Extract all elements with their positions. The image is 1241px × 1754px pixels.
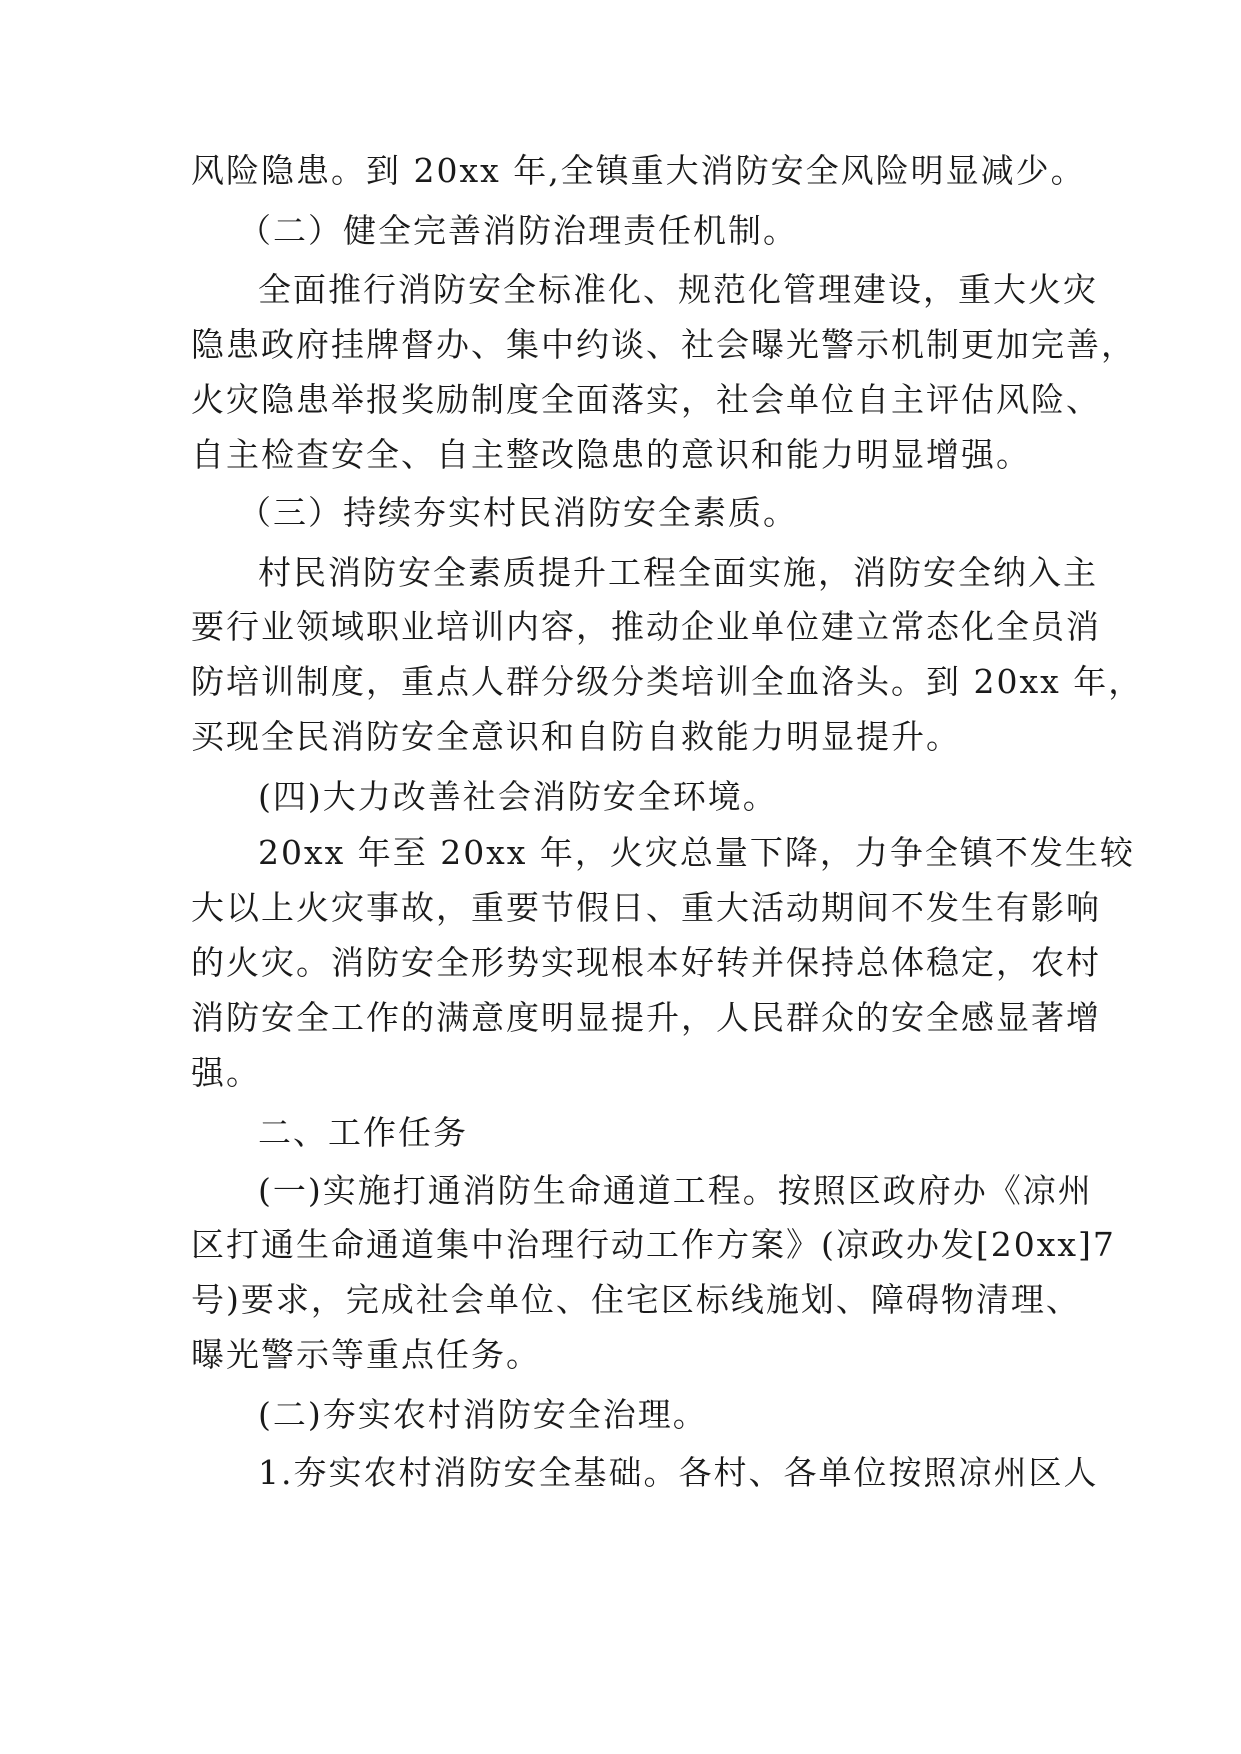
text-line: 买现全民消防安全意识和自防自救能力明显提升。	[191, 717, 961, 756]
section-heading: （二）健全完善消防治理责任机制。	[238, 211, 798, 250]
text-line: 火灾隐患举报奖励制度全面落实，社会单位自主评估风险、	[191, 380, 1101, 419]
text-line: 强。	[191, 1053, 261, 1092]
chapter-heading: 二、工作任务	[258, 1113, 468, 1152]
text-line: 隐患政府挂牌督办、集中约谈、社会曝光警示机制更加完善，	[191, 325, 1136, 364]
text-line: 大以上火灾事故，重要节假日、重大活动期间不发生有影响	[191, 888, 1101, 927]
text-line: 号)要求，完成社会单位、住宅区标线施划、障碍物清理、	[191, 1280, 1081, 1319]
text-line: 要行业领域职业培训内容，推动企业单位建立常态化全员消	[191, 607, 1101, 646]
paragraph-first-line: 村民消防安全素质提升工程全面实施，消防安全纳入主	[258, 553, 1098, 592]
section-heading: (四)大力改善社会消防安全环境。	[258, 777, 778, 816]
text-line: 的火灾。消防安全形势实现根本好转并保持总体稳定，农村	[191, 943, 1101, 982]
text-line: 防培训制度，重点人群分级分类培训全血洛头。到 20xx 年，	[191, 662, 1144, 701]
section-heading: (二)夯实农村消防安全治理。	[258, 1395, 708, 1434]
paragraph-first-line: 20xx 年至 20xx 年，火灾总量下降，力争全镇不发生较	[258, 833, 1135, 872]
paragraph-first-line: 全面推行消防安全标准化、规范化管理建设，重大火灾	[258, 270, 1098, 309]
text-line: 自主检查安全、自主整改隐患的意识和能力明显增强。	[191, 435, 1031, 474]
paragraph-first-line: 1.夯实农村消防安全基础。各村、各单位按照凉州区人	[258, 1453, 1099, 1492]
text-line: 消防安全工作的满意度明显提升，人民群众的安全感显著增	[191, 998, 1101, 1037]
paragraph-first-line: (一)实施打通消防生命通道工程。按照区政府办《凉州	[258, 1171, 1093, 1210]
text-line: 风险隐患。到 20xx 年,全镇重大消防安全风险明显减少。	[191, 151, 1086, 190]
section-heading: （三）持续夯实村民消防安全素质。	[238, 493, 798, 532]
text-line: 曝光警示等重点任务。	[191, 1335, 541, 1374]
text-line: 区打通生命通道集中治理行动工作方案》(凉政办发[20xx]7	[191, 1225, 1116, 1264]
